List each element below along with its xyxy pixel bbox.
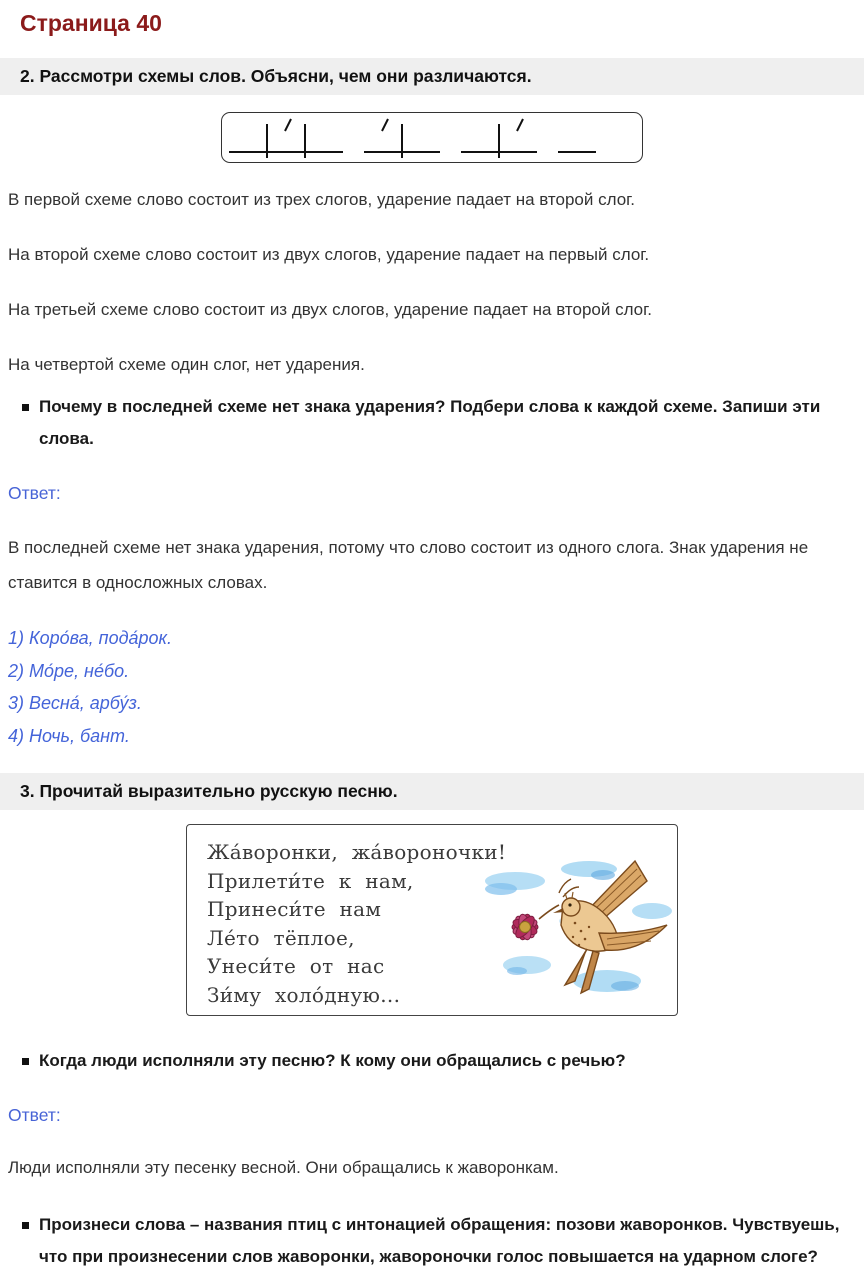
task-2-header — [0, 58, 864, 95]
poem-text — [187, 825, 506, 1015]
answer-word-list-item-3: 3) Весна́, арбу́з. — [8, 693, 142, 713]
answer-word-list-item-2: 2) Мо́ре, не́бо. — [8, 660, 130, 681]
task-3-question-1-item — [22, 1045, 844, 1077]
task-2-question-item — [22, 391, 844, 455]
answer-label-2: Ответ: — [8, 1105, 61, 1125]
poem-box — [186, 824, 678, 1016]
scheme-explanation-3: На третьей схеме слово состоит из двух слогов, ударение падает на второй слог. — [8, 300, 652, 319]
poem-line: Унеси́те от нас — [207, 954, 385, 978]
answer-word-list-item-4: 4) Ночь, бант. — [8, 725, 130, 746]
task-2-question-text: Почему в последней схеме нет знака ударения? Подбери слова к каждой схеме. Запиши эти слова. — [39, 397, 821, 448]
square-bullet-icon — [22, 1058, 29, 1065]
square-bullet-icon — [22, 404, 29, 411]
answer-text-1: В последней схеме нет знака ударения, потому что слово состоит из одного слога. Знак ударения не ставится в односложных словах. — [8, 538, 809, 592]
answer-word-list — [8, 622, 856, 752]
scheme-explanation-4: На четвертой схеме один слог, нет ударения. — [8, 355, 365, 374]
answer-word-list-item-1: 1) Коро́ва, пода́рок. — [8, 628, 173, 648]
poem-line: Прилети́те к нам, — [207, 868, 414, 893]
word-schemes-box — [221, 112, 643, 163]
poem-line: Принеси́те нам — [207, 897, 382, 921]
poem-line: Зи́му холо́дную... — [207, 982, 401, 1007]
word-schemes-diagram — [225, 114, 639, 162]
poem-line: Жа́воронки, жа́вороночки! — [207, 840, 507, 864]
poem-line: Ле́то тёплое, — [207, 925, 355, 950]
page-title: Страница 40 — [20, 10, 162, 36]
task-3-header-text: 3. Прочитай выразительно русскую песню. — [20, 781, 398, 801]
lark-illustration — [467, 853, 675, 1003]
answer-text-2: Люди исполняли эту песенку весной. Они обращались к жаворонкам. — [8, 1158, 559, 1177]
scheme-explanation-1: В первой схеме слово состоит из трех слогов, ударение падает на второй слог. — [8, 190, 636, 209]
task-3-header — [0, 773, 864, 810]
task-2-header-text: 2. Рассмотри схемы слов. Объясни, чем они различаются. — [20, 66, 532, 86]
task-3-question-2-text: Произнеси слова – названия птиц с интонацией обращения: позови жаворонков. Чувствуешь, что при произнесении слов жаворонки, жавороночки голос повышается на ударном слоге? — [39, 1215, 840, 1266]
task-3-question-1-text: Когда люди исполняли эту песню? К кому они обращались с речью? — [39, 1051, 626, 1070]
square-bullet-icon — [22, 1222, 29, 1229]
answer-label-1: Ответ: — [8, 483, 61, 503]
lark-illustration-area — [506, 825, 677, 1015]
scheme-explanation-2: На второй схеме слово состоит из двух слогов, ударение падает на первый слог. — [8, 245, 650, 264]
task-3-question-2-item — [22, 1209, 844, 1273]
